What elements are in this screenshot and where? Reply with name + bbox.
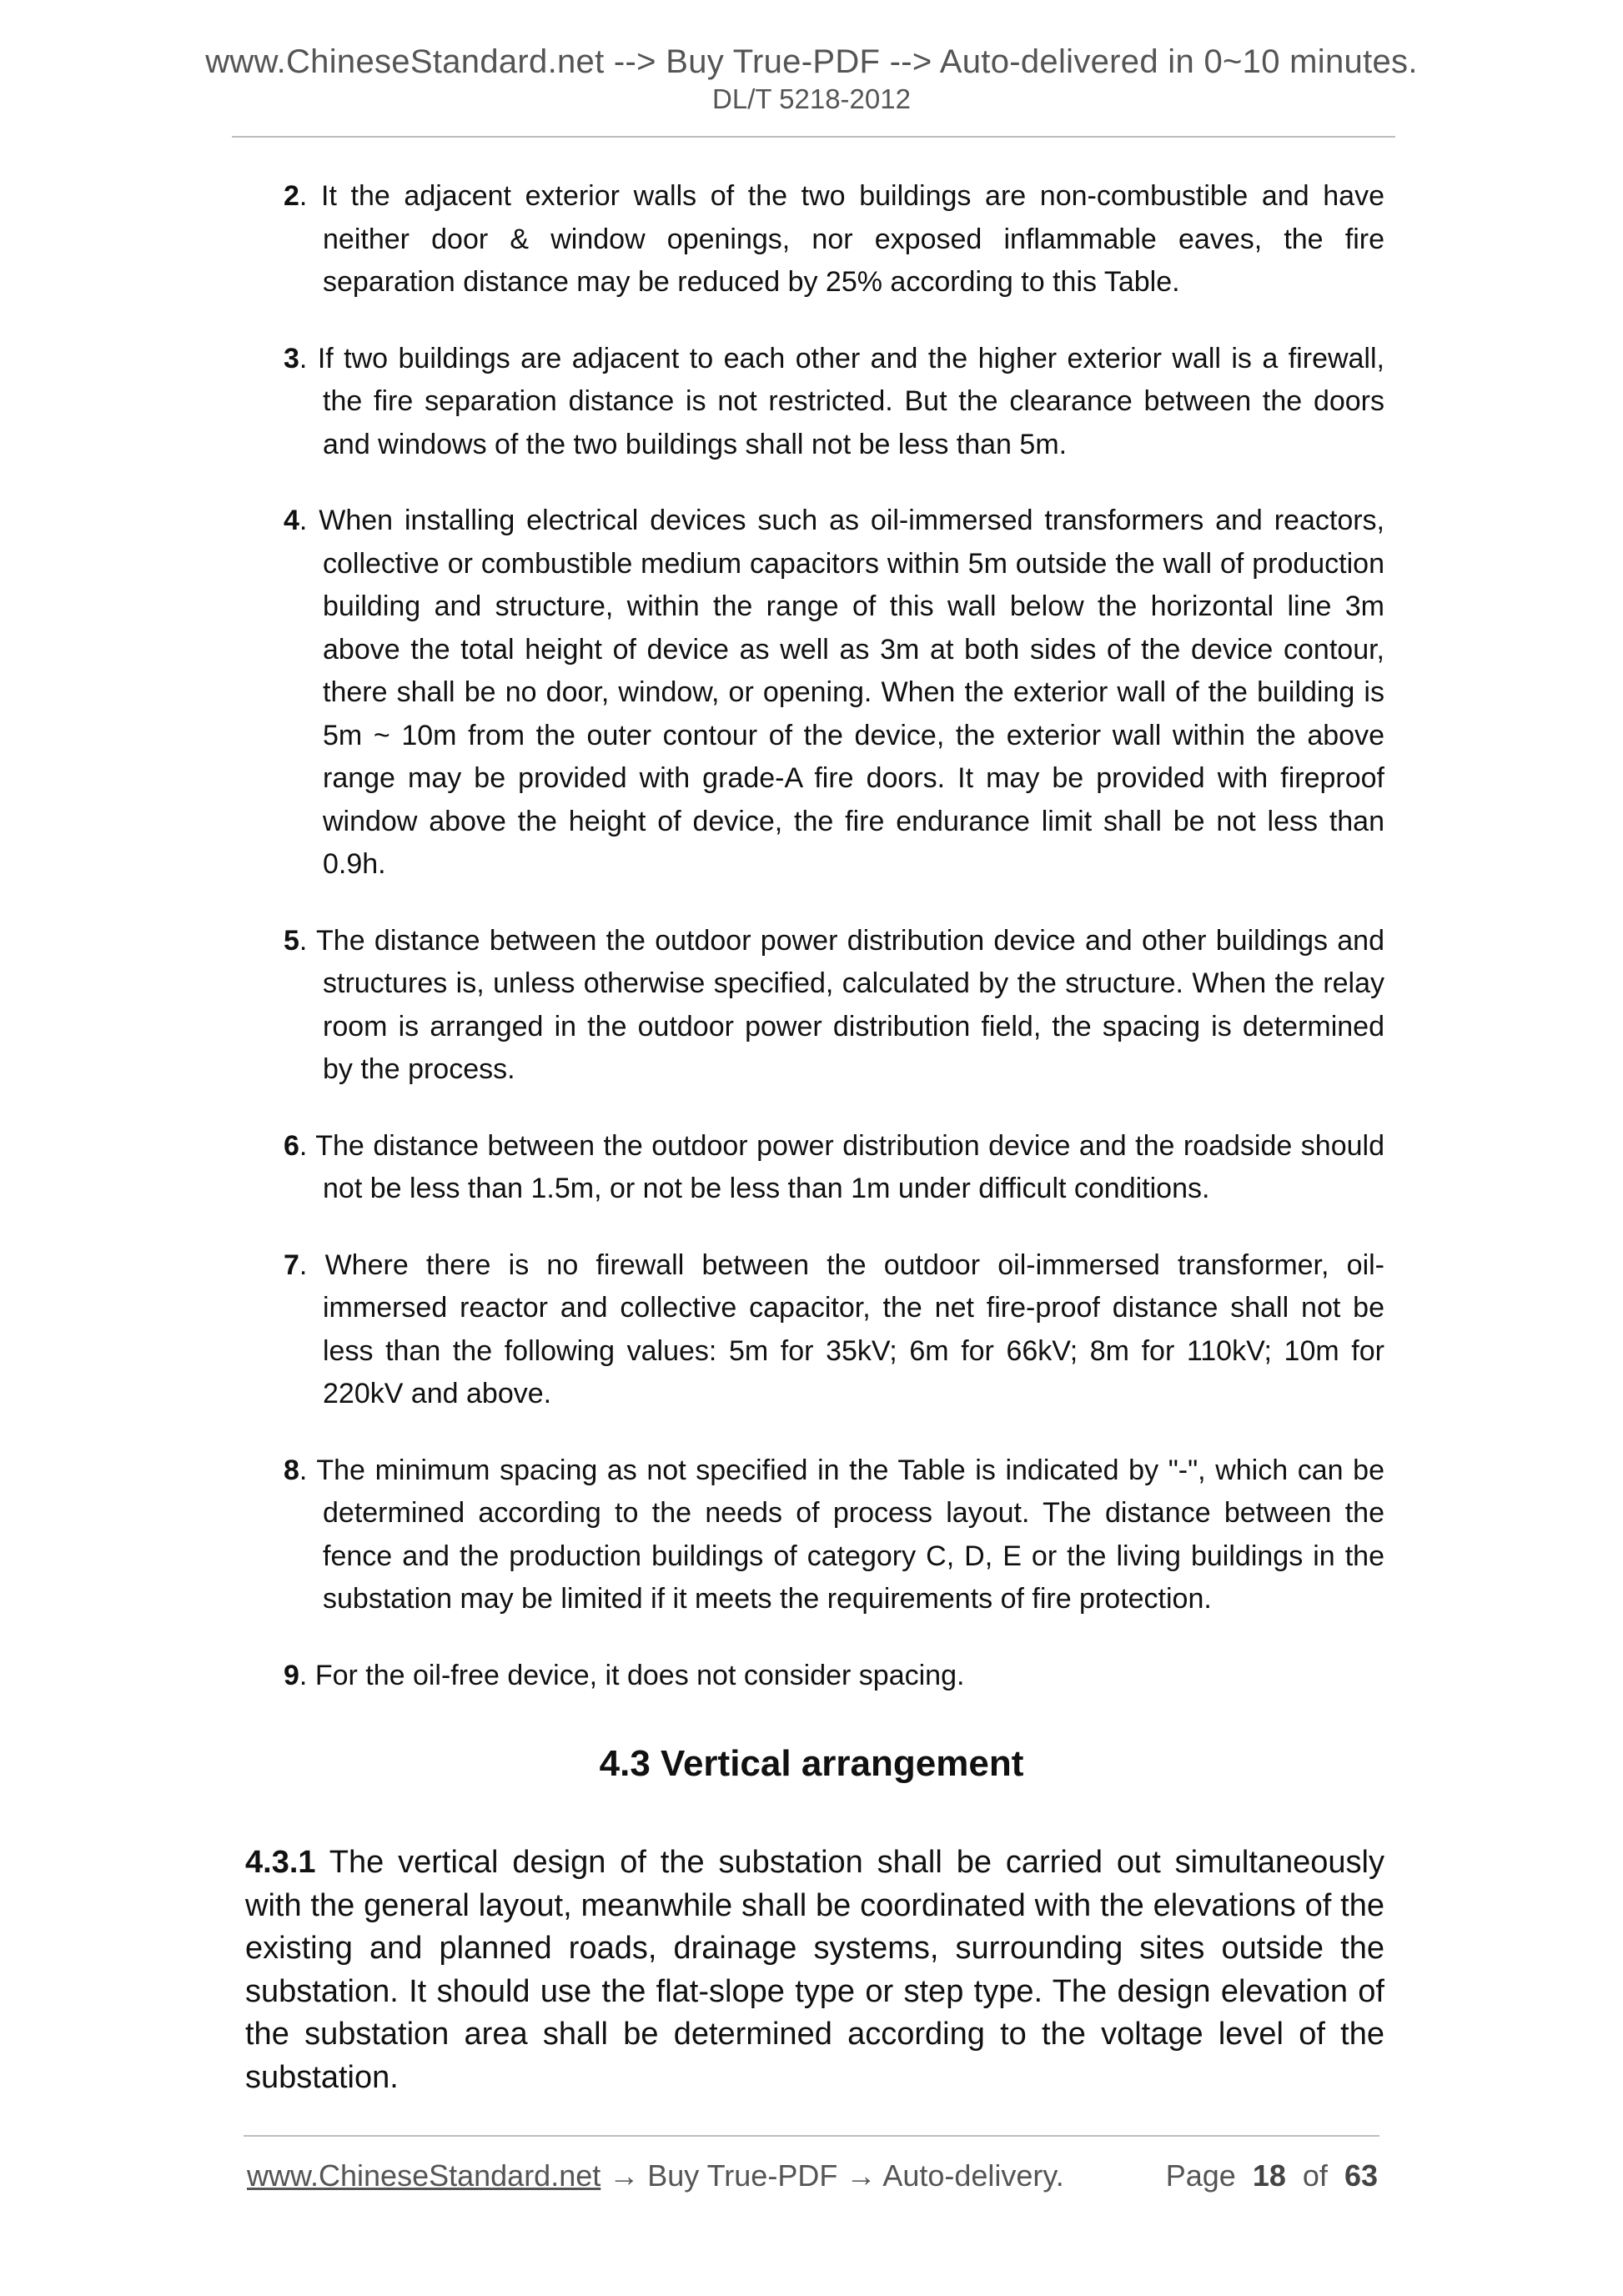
footer-tagline: → Buy True-PDF → Auto-delivery.: [600, 2158, 1064, 2193]
document-id: DL/T 5218-2012: [712, 83, 911, 114]
note-text: . The minimum spacing as not specified in the Table is indicated by "-", which can be determined according to the needs of process layout. The distance between the fence and the production buildings of category C, D, E or the living buildings in the substation may be limited if it meets the requirements of fire protection.: [299, 1454, 1384, 1615]
note-number: 5: [284, 924, 299, 957]
note-number: 9: [284, 1659, 299, 1691]
note-text: . It the adjacent exterior walls of the two buildings are non-combustible and have neither door & window openings, nor exposed inflammable eaves, the fire separation distance may be reduced by 25% according to this Table.: [299, 180, 1384, 298]
page-current: 18: [1252, 2158, 1286, 2193]
note-text: . When installing electrical devices such as oil-immersed transformers and reactors, collective or combustible medium capacitors within 5m outside the wall of production building and structure, within the range of this wall below the horizontal line 3m above the total height of device as well as 3m at both sides of the device contour, there shall be no door, window, or opening. When the exterior wall of the building is 5m ~ 10m from the outer contour of the device, the exterior wall within the above range may be provided with grade-A fire doors. It may be provided with fireproof window above the height of device, the fire endurance limit shall be not less than 0.9h.: [299, 505, 1384, 880]
page-indicator: [1166, 2158, 1378, 2193]
note-9: [284, 1655, 1384, 1698]
section-heading: 4.3 Vertical arrangement: [599, 1743, 1024, 1784]
note-number: 2: [284, 180, 299, 212]
note-number: 8: [284, 1454, 299, 1486]
page-label: Page: [1165, 2158, 1236, 2193]
note-text: . The distance between the outdoor power distribution device and the roadside should not be less than 1.5m, or not be less than 1m under difficult conditions.: [299, 1129, 1384, 1204]
header-divider: [232, 136, 1395, 138]
note-number: 6: [284, 1129, 299, 1162]
note-4: [284, 500, 1384, 887]
header-banner[interactable]: www.ChineseStandard.net --> Buy True-PDF --> Auto-delivered in 0~10 minutes.: [205, 43, 1418, 80]
note-text: . Where there is no firewall between the outdoor oil-immersed transformer, oil-immersed reactor and collective capacitor, the net fire-proof distance shall not be less than the following values: 5m for 35kV; 6m for 66kV; 8m for 110kV; 10m for 220kV and above.: [299, 1248, 1384, 1409]
note-2: [284, 175, 1384, 304]
note-number: 4: [284, 505, 299, 536]
note-number: 7: [284, 1248, 299, 1281]
clause-text: The vertical design of the substation shall be carried out simultaneously with the general layout, meanwhile shall be coordinated with the elevations of the existing and planned roads, drainage systems, surrounding sites outside the substation. It should use the flat-slope type or step type. The design elevation of the substation area shall be determined according to the voltage level of the substation.: [245, 1845, 1384, 2095]
table-notes: [284, 175, 1384, 1731]
page-of-label: of: [1302, 2158, 1328, 2193]
note-8: [284, 1449, 1384, 1621]
page-total: 63: [1344, 2158, 1378, 2193]
clause-number: 4.3.1: [245, 1845, 316, 1880]
note-6: [284, 1125, 1384, 1211]
footer-site-link[interactable]: www.ChineseStandard.net: [247, 2158, 601, 2193]
footer: [247, 2158, 1378, 2193]
note-7: [284, 1244, 1384, 1416]
note-3: [284, 338, 1384, 467]
note-text: . The distance between the outdoor power distribution device and other buildings and structures is, unless otherwise specified, calculated by the structure. When the relay room is arranged in the outdoor power distribution field, the spacing is determined by the process.: [299, 924, 1384, 1085]
clause-4-3-1: [245, 1841, 1384, 2099]
footer-divider: [244, 2135, 1379, 2137]
note-text: . If two buildings are adjacent to each other and the higher exterior wall is a firewall, the fire separation distance is not restricted. But the clearance between the doors and windows of the two buildings shall not be less than 5m.: [299, 342, 1384, 460]
note-5: [284, 920, 1384, 1092]
note-text: . For the oil-free device, it does not consider spacing.: [299, 1659, 965, 1691]
note-number: 3: [284, 342, 299, 374]
